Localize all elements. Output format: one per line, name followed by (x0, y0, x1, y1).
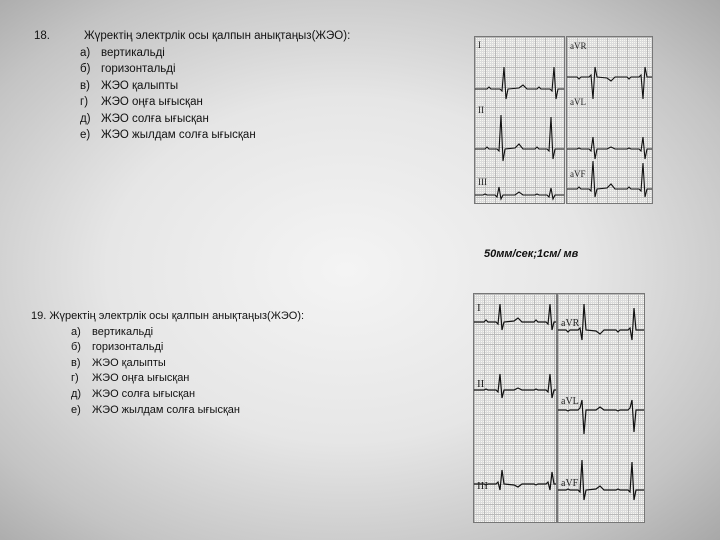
q19-option-f (71, 403, 304, 419)
ecg-2-lead-label: I (477, 302, 481, 314)
ecg-1-lead-label: aVR (570, 41, 587, 51)
option-letter: г) (80, 96, 89, 108)
q18-option-c (80, 78, 256, 95)
option-letter: е) (71, 403, 81, 416)
option-text: ЖЭО қалыпты (92, 356, 166, 369)
ecg-2-lead-label: III (477, 480, 488, 492)
q18-option-a (80, 45, 256, 62)
option-text: ЖЭО жылдам солға ығысқан (101, 129, 256, 141)
q18-option-f (80, 127, 256, 144)
question-18-stem: Жүректің электрлік осы қалпын анықтаңыз(ЖЭО): (84, 30, 351, 42)
ecg-2-lead-label: aVF (561, 478, 579, 489)
option-text: ЖЭО солға ығысқан (92, 387, 196, 400)
option-text: горизонтальді (101, 63, 176, 75)
option-letter: а) (71, 325, 81, 338)
option-text: ЖЭО жылдам солға ығысқан (92, 403, 240, 416)
q18-option-e (80, 111, 256, 128)
q19-option-c (71, 356, 304, 372)
option-text: вертикальді (101, 46, 165, 59)
ecg-image-1 (474, 36, 565, 204)
option-letter: г) (71, 372, 79, 385)
option-text: ЖЭО қалыпты (101, 79, 179, 92)
ecg-1-lead-label: aVL (570, 97, 586, 107)
question-19-options (71, 325, 304, 419)
ecg-1-lead-label: III (478, 177, 487, 187)
recording-speed-note: 50мм/сек;1см/ мв (484, 248, 579, 260)
ecg-image-2 (473, 293, 557, 523)
option-text: ЖЭО оңға ығысқан (101, 96, 203, 108)
question-19-stem: 19. Жүректің электрлік осы қалпын анықтаңыз(ЖЭО): (31, 310, 305, 322)
ecg-2-lead-label: II (477, 378, 485, 390)
ecg-image-1-right (566, 36, 653, 204)
ecg-1-lead-label: II (478, 105, 484, 115)
option-text: горизонтальді (92, 341, 164, 354)
option-text: ЖЭО оңға ығысқан (92, 372, 190, 385)
option-letter: д) (71, 387, 82, 400)
ecg-2-lead-label: aVL (561, 396, 579, 407)
ecg-1-left-traces (475, 37, 564, 203)
option-letter: а) (80, 46, 91, 59)
ecg-2-lead-label: aVR (561, 318, 580, 329)
option-letter: б) (71, 341, 81, 354)
ecg-1-lead-label: I (478, 40, 481, 50)
ecg-1-lead-label: aVF (570, 169, 586, 179)
ecg-image-2-right (557, 293, 645, 523)
q19-option-a (71, 325, 304, 341)
option-letter: е) (80, 129, 91, 141)
question-18-options (80, 45, 256, 144)
q19-option-e (71, 387, 304, 403)
option-letter: д) (80, 112, 91, 125)
q19-option-d (71, 371, 304, 387)
question-19 (31, 309, 304, 418)
question-18-number: 18. (34, 30, 50, 42)
option-letter: в) (80, 79, 90, 92)
option-text: вертикальді (92, 325, 154, 338)
option-text: ЖЭО солға ығысқан (101, 112, 209, 125)
q18-option-b (80, 61, 256, 78)
option-letter: б) (80, 63, 91, 75)
q19-option-b (71, 340, 304, 356)
q18-option-d (80, 94, 256, 111)
option-letter: в) (71, 356, 81, 369)
